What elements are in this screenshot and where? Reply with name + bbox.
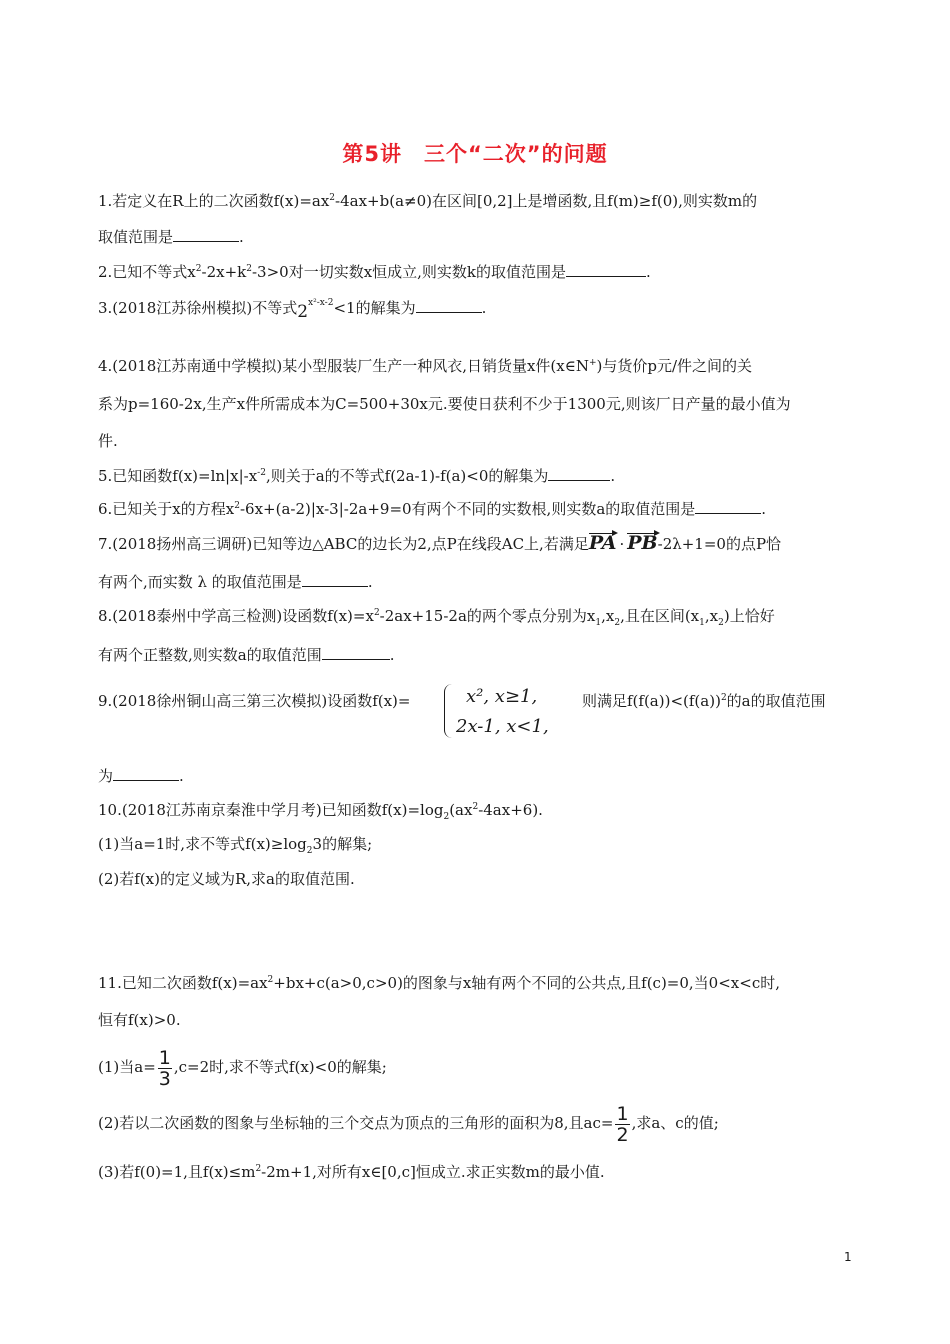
answer-blank[interactable]: [322, 645, 390, 660]
question-10: 10.(2018江苏南京秦淮中学月考)已知函数$f(x)=\log_2(ax^2-4ax+6)$.: [98, 801, 543, 822]
fraction-one-half: $\frac{1}{2}$: [616, 1102, 629, 1146]
question-4-line-1: 4.(2018江苏南通中学模拟)某小型服装厂生产一种风衣,日销货量x件(x∈N+)与货价p元/件之间的关: [98, 357, 753, 375]
answer-blank[interactable]: [302, 572, 368, 587]
page-number: 1: [844, 1250, 852, 1264]
answer-blank[interactable]: [173, 227, 239, 242]
question-1-line-1: 1.若定义在R上的二次函数$f(x)=ax^2-4ax+b(a\ne 0)$在区间[0,2]上是增函数,且f(m)≥f(0),则实数m的: [98, 192, 758, 210]
question-6: 6.已知关于x的方程$x^2-6x+(a-2)|x-3|-2a+9=0$有两个不同的实数根,则实数a的取值范围是 .: [98, 500, 767, 518]
fraction-one-third: $\frac{1}{3}$: [158, 1046, 171, 1090]
page-title: 第5讲 三个“二次”的问题: [342, 142, 608, 166]
answer-blank[interactable]: [416, 298, 482, 313]
question-10-part-2: (2)若f(x)的定义域为R,求a的取值范围.: [98, 870, 355, 888]
answer-blank[interactable]: [566, 262, 646, 277]
question-5: 5.已知函数$f(x)=\ln|x|-x^{-2}$,则关于a的不等式f(2a-1)-f(a)<0的解集为 .: [98, 467, 616, 485]
piecewise-case-2: 2x-1, x<1,: [456, 716, 549, 737]
question-9-line-1b: 则满足$f(f(a))<(f(a))^2$的a的取值范围: [582, 692, 826, 710]
question-8-line-2: 有两个正整数,则实数a的取值范围 .: [98, 646, 395, 664]
question-7-line-2: 有两个,而实数 λ 的取值范围是 .: [98, 573, 373, 591]
question-4-line-3: 件.: [98, 432, 118, 450]
question-9-line-2: 为 .: [98, 767, 184, 785]
question-2: 2.已知不等式$x^2-2x+k^2-3>0$对一切实数x恒成立,则实数k的取值范围是 .: [98, 263, 651, 281]
left-brace: [444, 684, 453, 738]
question-11-part-3: (3)若f(0)=1,且$f(x)\le m^2-2m+1$,对所有x∈[0,c]恒成立.求正实数m的最小值.: [98, 1163, 605, 1181]
question-10-part-1: (1)当a=1时,求不等式$f(x)\ge\log_23$的解集;: [98, 835, 373, 856]
answer-blank[interactable]: [695, 499, 761, 514]
piecewise-function: [444, 682, 584, 742]
question-9-line-1: 9.(2018徐州铜山高三第三次模拟)设函数f(x)=: [98, 692, 411, 710]
question-11-line-1: 11.已知二次函数$f(x)=ax^2+bx+c(a>0,c>0)$的图象与x轴有两个不同的公共点,且f(c)=0,当0<x<c时,: [98, 974, 780, 992]
answer-blank[interactable]: [548, 466, 610, 481]
piecewise-case-1: x², x≥1,: [466, 686, 538, 707]
question-11-part-2: (2)若以二次函数的图象与坐标轴的三个交点为顶点的三角形的面积为8,且ac= $\frac{1}{2}$ ,求a、c的值;: [98, 1102, 719, 1146]
question-1-line-2: 取值范围是 .: [98, 228, 244, 246]
question-4-line-2: 系为p=160-2x,生产x件所需成本为C=500+30x元.要使日获利不少于1300元,则该厂日产量的最小值为: [98, 395, 791, 413]
question-11-line-2: 恒有f(x)>0.: [98, 1011, 181, 1029]
question-8-line-1: 8.(2018泰州中学高三检测)设函数$f(x)=x^2-2ax+15-2a$的两个零点分别为$x_1,x_2$,且在区间$(x_1,x_2)$上恰好: [98, 607, 775, 628]
vector-pa: PA: [588, 532, 617, 554]
question-3: 3.(2018江苏徐州模拟)不等式$2^{x^2-x-2}<1$的解集为 .: [98, 298, 487, 322]
vector-pb: PB: [627, 532, 658, 554]
answer-blank[interactable]: [113, 766, 179, 781]
question-7-line-1: 7.(2018扬州高三调研)已知等边△ABC的边长为2,点P在线段AC上,若满足PA · PB-2λ+1=0的点P恰: [98, 532, 782, 554]
question-11-part-1: (1)当a= $\frac{1}{3}$ ,c=2时,求不等式f(x)<0的解集;: [98, 1046, 387, 1090]
